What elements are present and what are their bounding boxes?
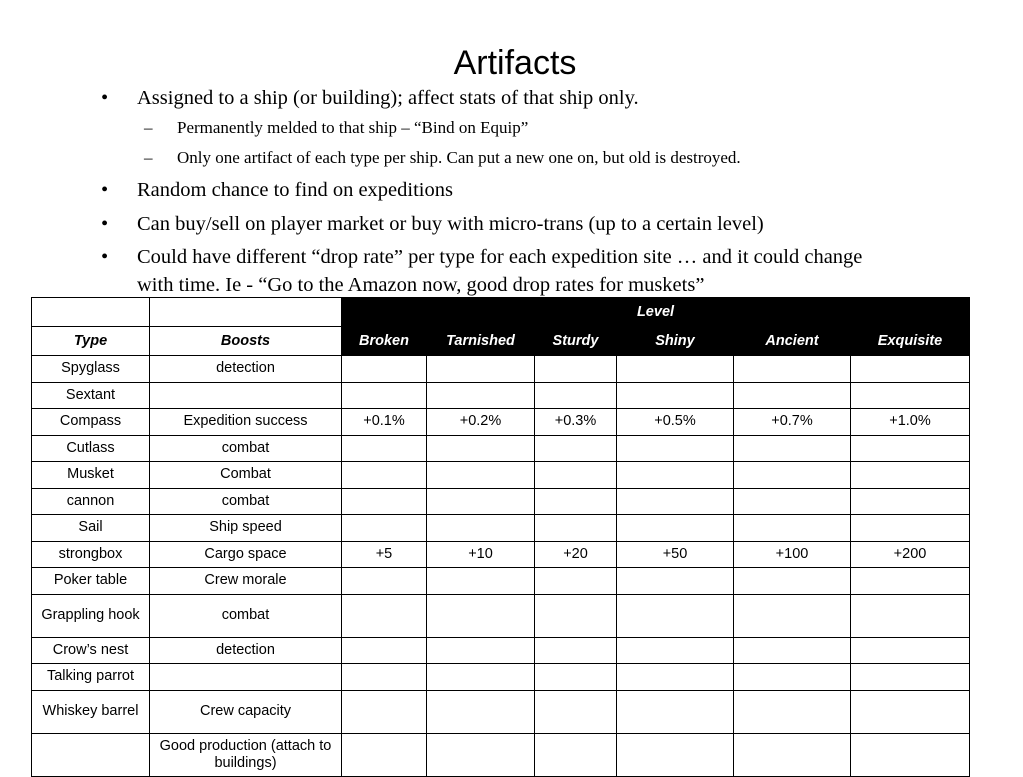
cell-ancient (734, 664, 851, 691)
cell-type: Whiskey barrel (32, 690, 150, 733)
cell-shiny (617, 568, 734, 595)
cell-type: Poker table (32, 568, 150, 595)
cell-sturdy (535, 488, 617, 515)
column-header-ancient: Ancient (734, 327, 851, 356)
cell-broken: +0.1% (342, 409, 427, 436)
bullet-mark: • (101, 87, 109, 109)
table-row (32, 435, 970, 462)
cell-broken (342, 462, 427, 489)
cell-tarnished: +0.2% (427, 409, 535, 436)
cell-type: Cutlass (32, 435, 150, 462)
cell-type: Talking parrot (32, 664, 150, 691)
sub-bullet-mark: – (144, 148, 153, 167)
cell-tarnished (427, 733, 535, 776)
bullet-item (101, 243, 897, 299)
cell-boosts: combat (150, 594, 342, 637)
table-row (32, 541, 970, 568)
cell-type: Crow’s nest (32, 637, 150, 664)
table-row (32, 488, 970, 515)
cell-broken (342, 664, 427, 691)
cell-ancient (734, 488, 851, 515)
cell-tarnished (427, 488, 535, 515)
cell-sturdy: +0.3% (535, 409, 617, 436)
cell-exquisite (851, 637, 970, 664)
cell-exquisite (851, 356, 970, 383)
cell-sturdy (535, 733, 617, 776)
table-row (32, 356, 970, 383)
cell-exquisite: +1.0% (851, 409, 970, 436)
cell-tarnished (427, 356, 535, 383)
cell-exquisite (851, 435, 970, 462)
cell-ancient (734, 568, 851, 595)
cell-boosts (150, 382, 342, 409)
empty-header-cell (32, 298, 150, 327)
cell-boosts: Cargo space (150, 541, 342, 568)
cell-type: Compass (32, 409, 150, 436)
empty-header-cell (150, 298, 342, 327)
cell-type: Sextant (32, 382, 150, 409)
cell-broken (342, 515, 427, 542)
cell-sturdy (535, 664, 617, 691)
cell-boosts: Ship speed (150, 515, 342, 542)
cell-shiny (617, 733, 734, 776)
column-header-broken: Broken (342, 327, 427, 356)
cell-boosts: detection (150, 637, 342, 664)
cell-ancient: +0.7% (734, 409, 851, 436)
cell-boosts: combat (150, 488, 342, 515)
sub-bullet-item (144, 116, 937, 140)
cell-tarnished (427, 690, 535, 733)
bullet-mark: • (101, 246, 109, 268)
cell-sturdy (535, 356, 617, 383)
cell-boosts: Combat (150, 462, 342, 489)
cell-broken (342, 594, 427, 637)
cell-tarnished (427, 568, 535, 595)
cell-shiny (617, 382, 734, 409)
bullet-mark: • (101, 179, 109, 201)
artifacts-table (31, 297, 970, 777)
cell-boosts (150, 664, 342, 691)
cell-sturdy (535, 637, 617, 664)
bullet-text: Can buy/sell on player market or buy with micro-trans (up to a certain level) (137, 213, 764, 235)
cell-broken (342, 733, 427, 776)
cell-tarnished (427, 515, 535, 542)
cell-ancient: +100 (734, 541, 851, 568)
cell-type: Grappling hook (32, 594, 150, 637)
cell-broken (342, 488, 427, 515)
cell-type: strongbox (32, 541, 150, 568)
cell-tarnished: +10 (427, 541, 535, 568)
cell-ancient (734, 637, 851, 664)
cell-ancient (734, 435, 851, 462)
cell-broken (342, 382, 427, 409)
cell-shiny: +50 (617, 541, 734, 568)
cell-shiny (617, 488, 734, 515)
cell-type: Musket (32, 462, 150, 489)
table-row (32, 594, 970, 637)
cell-boosts: Crew morale (150, 568, 342, 595)
cell-type: Spyglass (32, 356, 150, 383)
bullet-text: Could have different “drop rate” per type for each expedition site … and it could change with time. Ie - “Go to the Amazon now, good drop rates for muskets” (137, 246, 863, 296)
cell-ancient (734, 515, 851, 542)
bullet-mark: • (101, 213, 109, 235)
cell-shiny (617, 664, 734, 691)
bullet-text: Assigned to a ship (or building); affect stats of that ship only. (137, 87, 639, 109)
cell-type (32, 733, 150, 776)
column-header-sturdy: Sturdy (535, 327, 617, 356)
cell-ancient (734, 733, 851, 776)
cell-sturdy (535, 568, 617, 595)
cell-ancient (734, 462, 851, 489)
cell-sturdy (535, 462, 617, 489)
column-header-type: Type (32, 327, 150, 356)
cell-ancient (734, 382, 851, 409)
level-group-header: Level (342, 298, 970, 327)
table-row (32, 664, 970, 691)
cell-tarnished (427, 462, 535, 489)
column-header-boosts: Boosts (150, 327, 342, 356)
table-row (32, 462, 970, 489)
cell-broken (342, 435, 427, 462)
cell-shiny (617, 690, 734, 733)
cell-ancient (734, 594, 851, 637)
cell-tarnished (427, 382, 535, 409)
cell-broken (342, 637, 427, 664)
cell-tarnished (427, 435, 535, 462)
cell-ancient (734, 356, 851, 383)
table-row (32, 515, 970, 542)
cell-boosts: detection (150, 356, 342, 383)
cell-sturdy (535, 435, 617, 462)
cell-tarnished (427, 664, 535, 691)
table-row (32, 409, 970, 436)
cell-tarnished (427, 637, 535, 664)
cell-shiny (617, 435, 734, 462)
table-row (32, 690, 970, 733)
table-row (32, 568, 970, 595)
cell-exquisite (851, 462, 970, 489)
table-header-row (32, 327, 970, 356)
cell-boosts: Expedition success (150, 409, 342, 436)
table-row (32, 733, 970, 776)
cell-shiny (617, 594, 734, 637)
cell-exquisite (851, 488, 970, 515)
bullet-item (101, 176, 897, 204)
cell-exquisite (851, 382, 970, 409)
cell-boosts: Crew capacity (150, 690, 342, 733)
cell-type: Sail (32, 515, 150, 542)
bullet-item (101, 84, 897, 112)
cell-ancient (734, 690, 851, 733)
table-body (32, 356, 970, 777)
cell-exquisite (851, 733, 970, 776)
cell-sturdy (535, 382, 617, 409)
cell-broken (342, 690, 427, 733)
cell-sturdy: +20 (535, 541, 617, 568)
cell-broken (342, 568, 427, 595)
cell-sturdy (535, 594, 617, 637)
cell-sturdy (535, 515, 617, 542)
bullet-text: Random chance to find on expeditions (137, 179, 453, 201)
cell-type: cannon (32, 488, 150, 515)
table-row (32, 637, 970, 664)
cell-exquisite (851, 594, 970, 637)
cell-boosts: Good production (attach to buildings) (150, 733, 342, 776)
cell-exquisite: +200 (851, 541, 970, 568)
sub-bullet-text: Only one artifact of each type per ship. Can put a new one on, but old is destroyed. (177, 148, 741, 167)
sub-bullet-item (144, 146, 937, 170)
column-header-tarnished: Tarnished (427, 327, 535, 356)
cell-sturdy (535, 690, 617, 733)
column-header-exquisite: Exquisite (851, 327, 970, 356)
cell-broken (342, 356, 427, 383)
sub-bullet-mark: – (144, 118, 153, 137)
cell-exquisite (851, 515, 970, 542)
cell-shiny (617, 356, 734, 383)
cell-tarnished (427, 594, 535, 637)
cell-shiny: +0.5% (617, 409, 734, 436)
cell-boosts: combat (150, 435, 342, 462)
slide-title: Artifacts (453, 44, 577, 82)
table-row (32, 382, 970, 409)
column-header-shiny: Shiny (617, 327, 734, 356)
bullet-item (101, 210, 897, 238)
sub-bullet-text: Permanently melded to that ship – “Bind on Equip” (177, 118, 529, 137)
cell-shiny (617, 515, 734, 542)
table-group-header-row (32, 298, 970, 327)
cell-shiny (617, 462, 734, 489)
cell-shiny (617, 637, 734, 664)
cell-exquisite (851, 690, 970, 733)
cell-exquisite (851, 664, 970, 691)
cell-exquisite (851, 568, 970, 595)
cell-broken: +5 (342, 541, 427, 568)
